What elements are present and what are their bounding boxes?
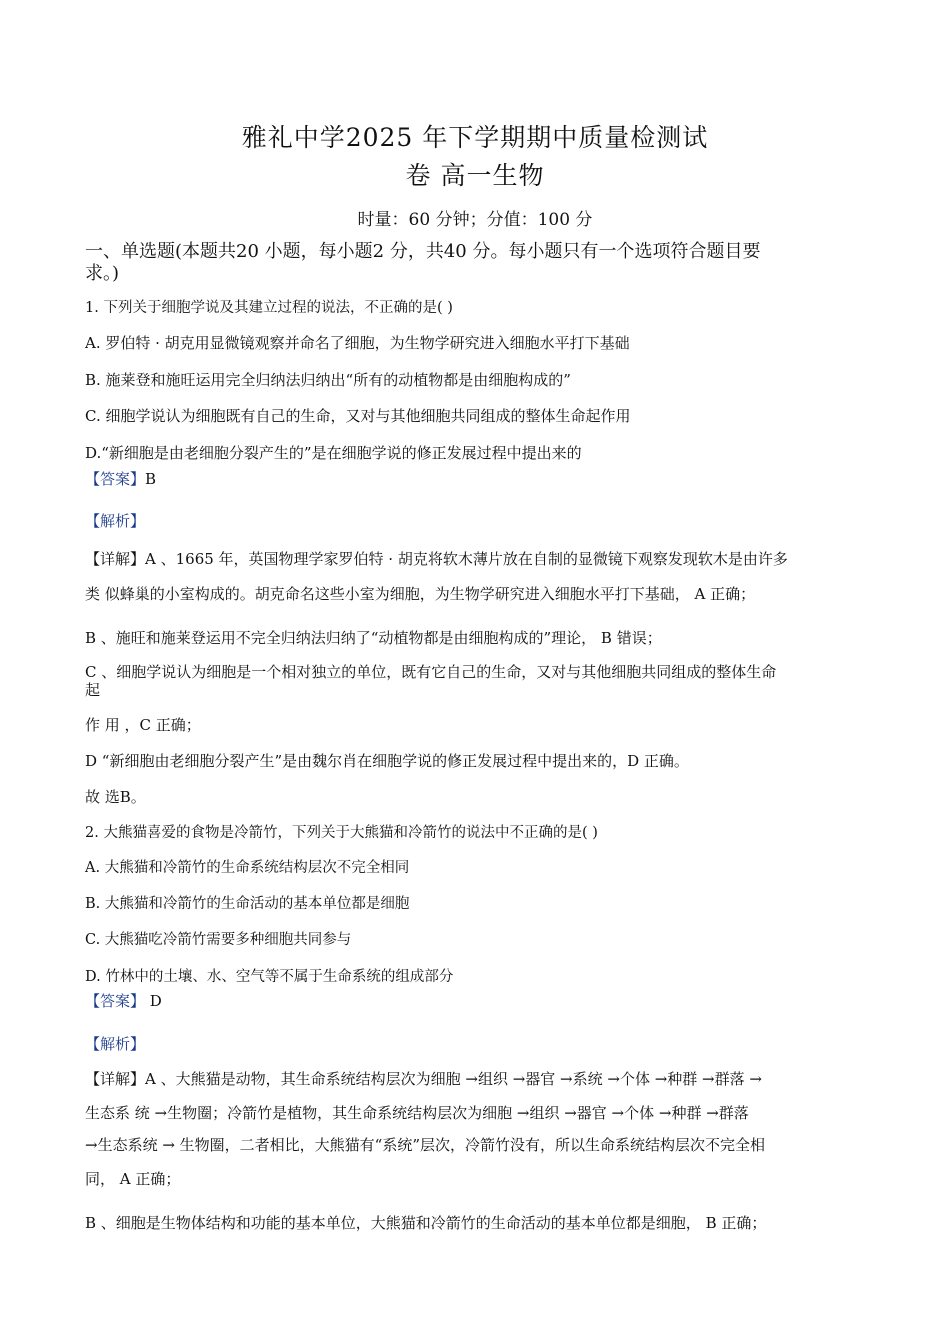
- q1-detail-8: 故 选B。: [85, 788, 146, 806]
- q2-analysis-label: 【解析】: [85, 1035, 146, 1053]
- document-title-line-2: 卷 高一生物: [405, 161, 545, 190]
- q2-stem: 2. 大熊猫喜爱的食物是冷箭竹，下列关于大熊猫和冷箭竹的说法中不正确的是( ): [85, 825, 598, 841]
- q1-option-a: A. 罗伯特 · 胡克用显微镜观察并命名了细胞，为生物学研究进入细胞水平打下基础: [85, 334, 630, 352]
- section-header-line-1: 一、单选题(本题共20 小题，每小题2 分，共40 分。每小题只有一个选项符合题目要: [85, 241, 761, 262]
- q2-answer: [85, 990, 875, 1011]
- q2-answer-value: D: [149, 992, 162, 1010]
- q2-detail-2: 生态系 统 →生物圈；冷箭竹是植物，其生命系统结构层次为细胞 →组织 →器官 →个体 →种群 →群落: [85, 1104, 749, 1122]
- q1-detail-2: 类 似蜂巢的小室构成的。胡克命名这些小室为细胞，为生物学研究进入细胞水平打下基础， A 正确；: [85, 585, 756, 603]
- q2-option-d: D. 竹林中的土壤、水、空气等不属于生命系统的组成部分: [85, 969, 454, 985]
- q1-option-b: B. 施莱登和施旺运用完全归纳法归纳出“所有的动植物都是由细胞构成的”: [85, 371, 571, 389]
- q1-answer-label: 【答案】: [85, 470, 146, 488]
- section-header: [85, 241, 865, 285]
- q1-stem: 1. 下列关于细胞学说及其建立过程的说法，不正确的是( ): [85, 300, 453, 316]
- q2-option-c: C. 大熊猫吃冷箭竹需要多种细胞共同参与: [85, 932, 352, 948]
- q2-detail-3: →生态系统 → 生物圈，二者相比，大熊猫有“系统”层次，冷箭竹没有，所以生命系统结构层次不完全相: [85, 1136, 766, 1154]
- q2-detail-5: B 、细胞是生物体结构和功能的基本单位，大熊猫和冷箭竹的生命活动的基本单位都是细胞， B 正确；: [85, 1214, 767, 1232]
- q2-option-b: B. 大熊猫和冷箭竹的生命活动的基本单位都是细胞: [85, 896, 410, 912]
- q1-analysis-label: 【解析】: [85, 512, 146, 530]
- q1-answer-value: B: [145, 470, 157, 488]
- q2-option-a: A. 大熊猫和冷箭竹的生命系统结构层次不完全相同: [85, 860, 410, 876]
- q1-detail-1: 【详解】A 、1665 年，英国物理学家罗伯特 · 胡克将软木薄片放在自制的显微镜下观察发现软木是由许多: [85, 550, 788, 568]
- q1-detail-5: 起: [85, 681, 101, 699]
- q1-detail-6: 作 用 ，C 正确；: [85, 716, 201, 734]
- document-title-line-1: 雅礼中学2025 年下学期期中质量检测试: [241, 123, 709, 152]
- exam-meta: 时量：60 分钟；分值：100 分: [357, 210, 593, 230]
- q1-option-c: C. 细胞学说认为细胞既有自己的生命，又对与其他细胞共同组成的整体生命起作用: [85, 407, 631, 425]
- q2-detail-1: 【详解】A 、大熊猫是动物，其生命系统结构层次为细胞 →组织 →器官 →系统 →个体 →种群 →群落 →: [85, 1070, 762, 1088]
- q1-detail-4: C 、细胞学说认为细胞是一个相对独立的单位，既有它自己的生命，又对与其他细胞共同组成的整体生命: [85, 663, 777, 681]
- q1-answer: [85, 468, 875, 489]
- q2-answer-label: 【答案】: [85, 992, 146, 1010]
- q1-detail-3: B 、施旺和施莱登运用不完全归纳法归纳了“动植物都是由细胞构成的”理论， B 错误；: [85, 629, 662, 647]
- q1-option-d: D.“新细胞是由老细胞分裂产生的”是在细胞学说的修正发展过程中提出来的: [85, 444, 582, 462]
- q1-detail-7: D “新细胞由老细胞分裂产生”是由魏尔肖在细胞学说的修正发展过程中提出来的，D 正确。: [85, 752, 689, 770]
- section-header-line-2: 求。): [85, 263, 120, 284]
- q2-detail-4: 同， A 正确；: [85, 1170, 181, 1188]
